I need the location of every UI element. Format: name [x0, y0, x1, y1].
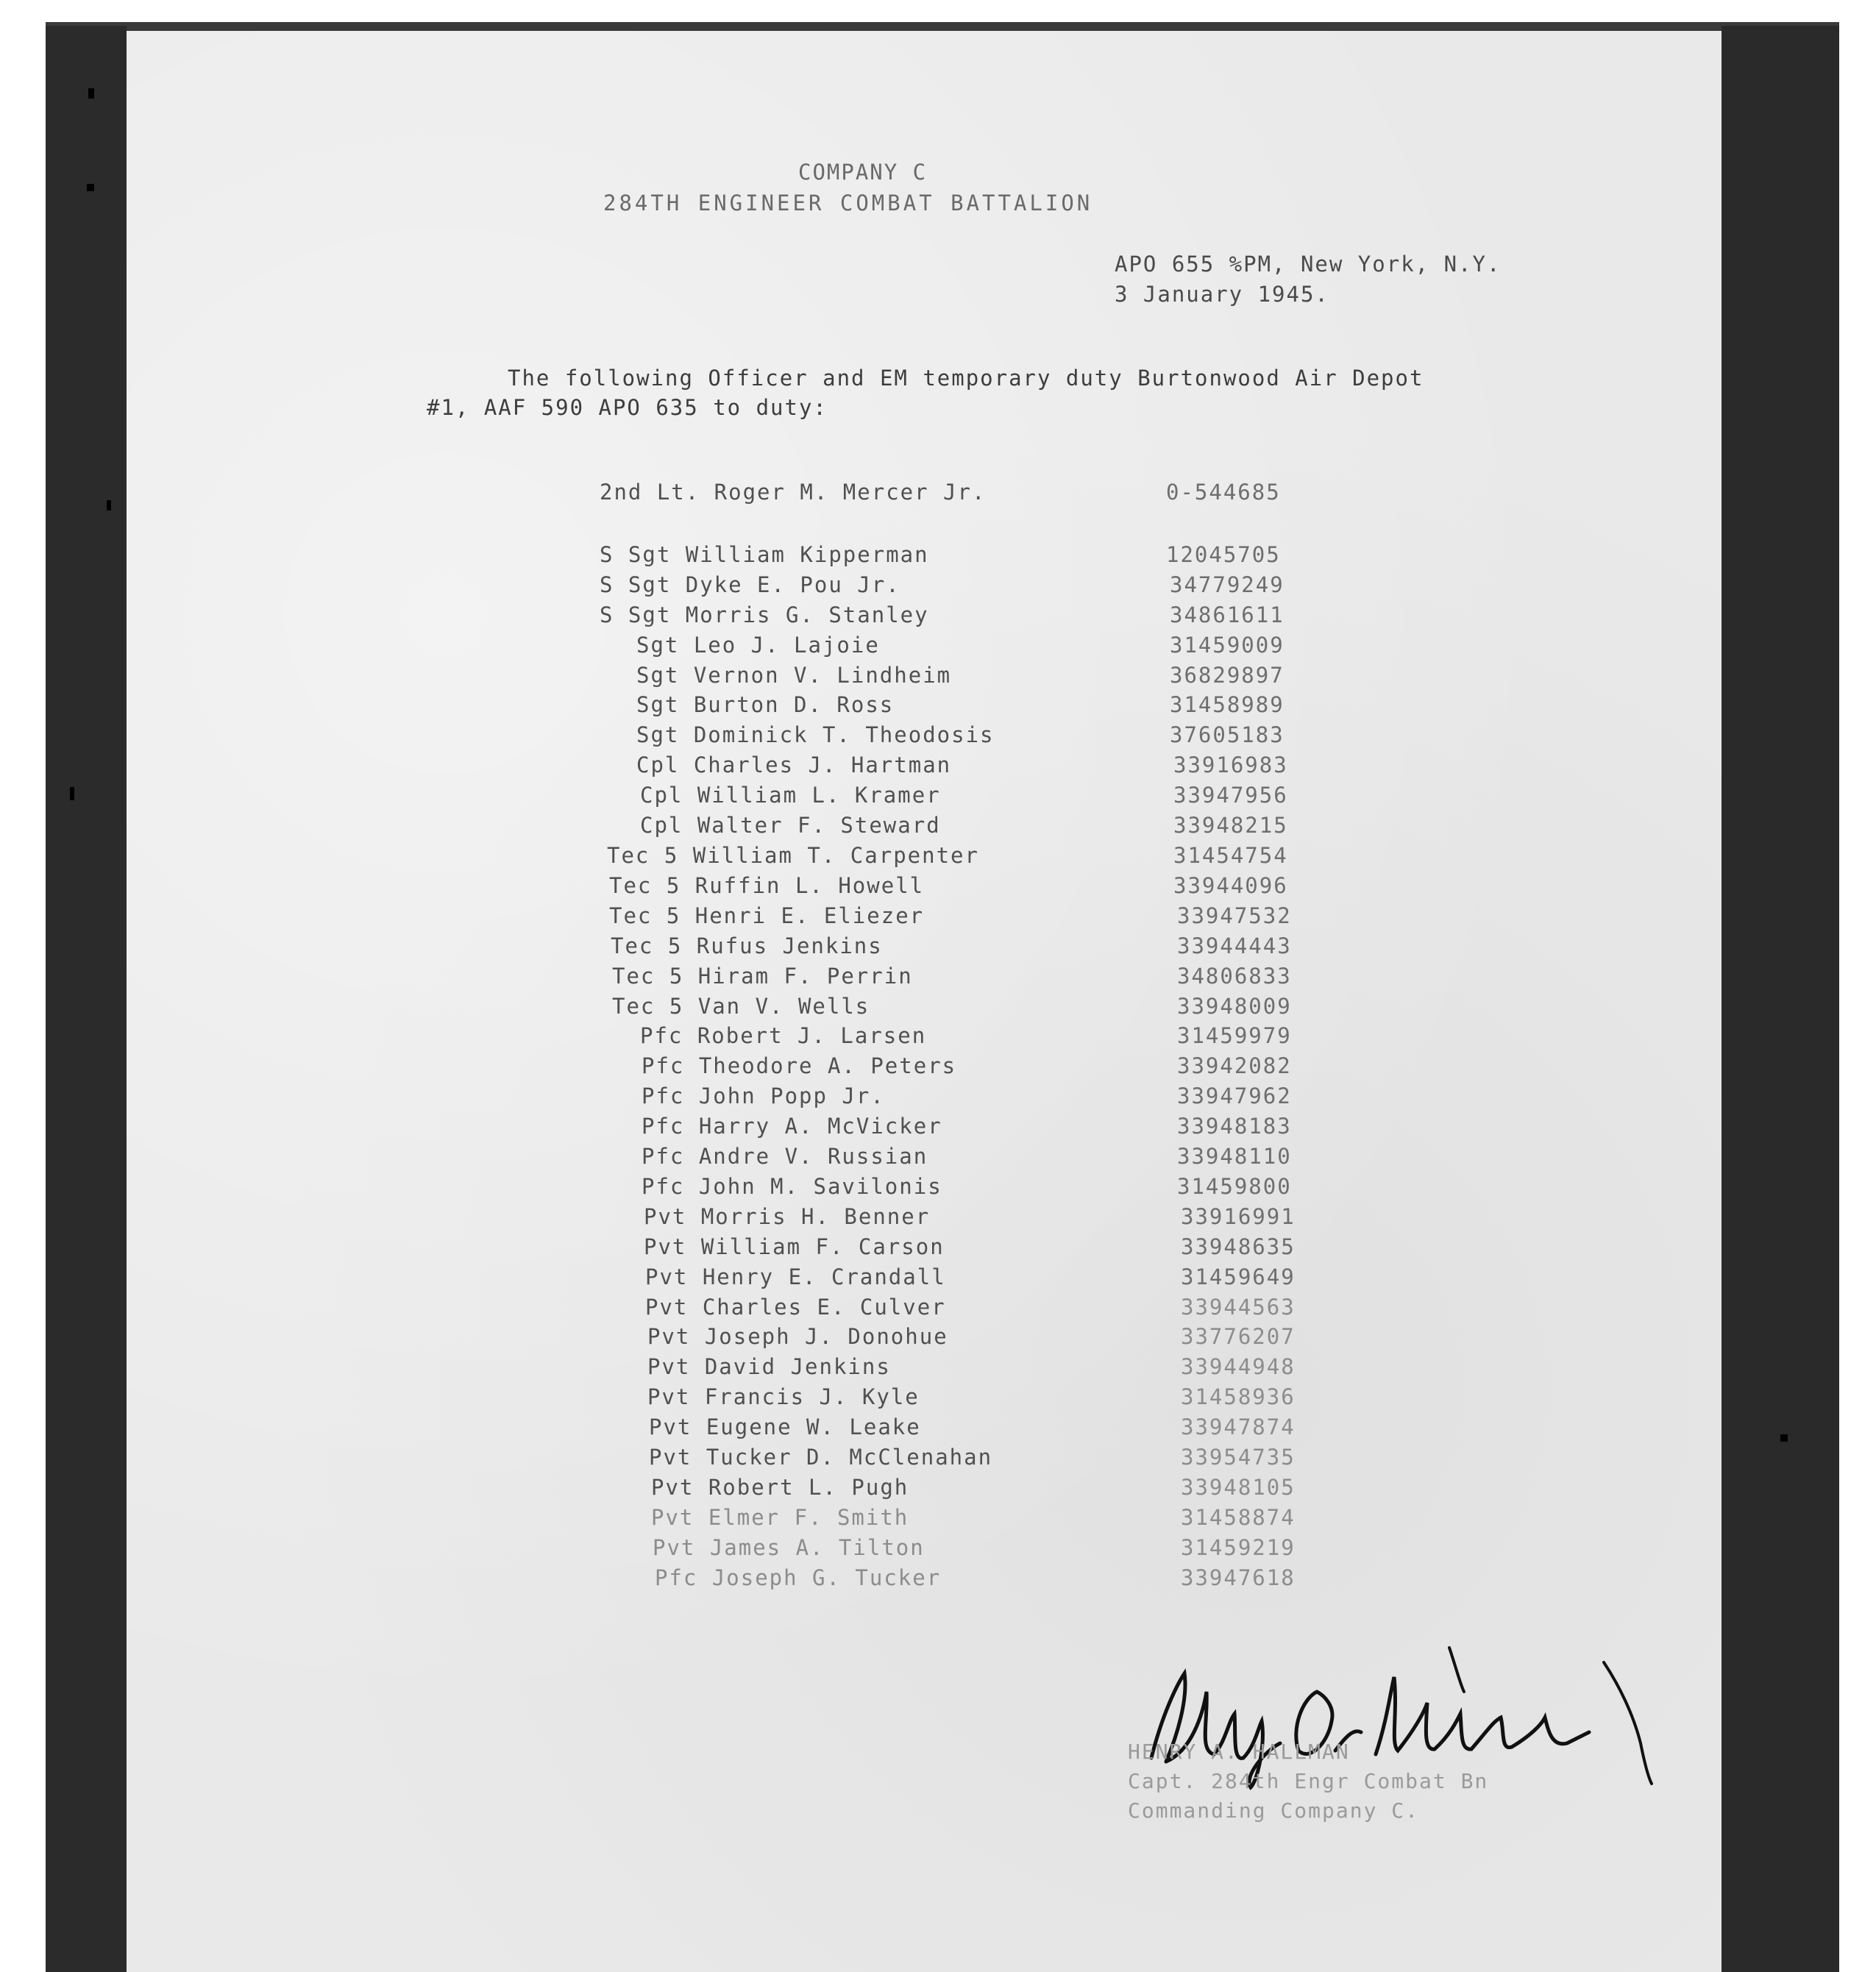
roster-name: Pvt David Jenkins [647, 1354, 891, 1379]
roster-serial-number: 31459979 [1177, 1023, 1292, 1048]
roster-serial-number: 33947962 [1177, 1083, 1292, 1108]
roster-serial-number: 31459800 [1177, 1174, 1292, 1199]
roster-serial-number: 33947874 [1181, 1414, 1296, 1439]
roster-serial-number: 33948105 [1181, 1475, 1296, 1500]
roster-name: Pfc Joseph G. Tucker [655, 1565, 942, 1590]
roster-serial-number: 33948215 [1173, 813, 1288, 838]
company-heading: COMPANY C [798, 160, 928, 185]
roster-serial-number: 33947618 [1181, 1565, 1296, 1590]
roster-serial-number: 33947956 [1173, 783, 1288, 808]
battalion-heading: 284TH ENGINEER COMBAT BATTALION [603, 191, 1093, 216]
roster-serial-number: 34806833 [1177, 964, 1292, 989]
roster-name: Pvt Charles E. Culver [645, 1295, 946, 1320]
roster-name: Sgt Dominick T. Theodosis [636, 722, 995, 747]
signatory-title: Capt. 284th Engr Combat Bn [1128, 1769, 1489, 1793]
roster-name: Cpl Charles J. Hartman [636, 752, 952, 777]
roster-name: S Sgt William Kipperman [600, 542, 929, 567]
roster-serial-number: 31458989 [1170, 692, 1285, 717]
roster-name: Tec 5 Ruffin L. Howell [609, 873, 925, 898]
roster-name: Tec 5 William T. Carpenter [607, 843, 979, 868]
roster-serial-number: 12045705 [1166, 542, 1281, 567]
roster-name: Pvt Elmer F. Smith [651, 1505, 909, 1530]
roster-serial-number: 31459649 [1181, 1264, 1296, 1289]
roster-serial-number: 33916983 [1173, 752, 1288, 777]
roster-name: 2nd Lt. Roger M. Mercer Jr. [600, 480, 987, 505]
roster-name: Pvt Tucker D. McClenahan [649, 1445, 993, 1470]
roster-name: Pvt James A. Tilton [653, 1535, 925, 1560]
roster-serial-number: 31459009 [1170, 633, 1285, 658]
roster-serial-number: 33942082 [1177, 1053, 1292, 1078]
roster-serial-number: 33948635 [1181, 1234, 1296, 1259]
roster-serial-number: 34861611 [1170, 602, 1285, 627]
roster-serial-number: 33944443 [1177, 933, 1292, 958]
roster-name: Cpl Walter F. Steward [640, 813, 941, 838]
scan-border-left [46, 26, 127, 1972]
roster-name: Pfc John Popp Jr. [642, 1083, 885, 1108]
roster-name: Pvt William F. Carson [644, 1234, 945, 1259]
roster-serial-number: 34779249 [1170, 572, 1285, 597]
roster-name: Tec 5 Hiram F. Perrin [612, 964, 913, 989]
roster-serial-number: 31458936 [1181, 1384, 1296, 1409]
roster-name: Pvt Joseph J. Donohue [647, 1324, 948, 1349]
roster-serial-number: 31459219 [1181, 1535, 1296, 1560]
roster-name: Pvt Henry E. Crandall [645, 1264, 946, 1289]
roster-name: Pfc Robert J. Larsen [640, 1023, 927, 1048]
document-date: 3 January 1945. [1115, 282, 1329, 307]
roster-name: S Sgt Morris G. Stanley [600, 602, 929, 627]
roster-serial-number: 33947532 [1177, 903, 1292, 928]
roster-name: Sgt Burton D. Ross [636, 692, 895, 717]
roster-serial-number: 33948009 [1177, 994, 1292, 1019]
roster-name: Pvt Francis J. Kyle [647, 1384, 920, 1409]
roster-name: Pfc Theodore A. Peters [642, 1053, 957, 1078]
handwritten-signature [1133, 1603, 1663, 1795]
roster-serial-number: 31454754 [1173, 843, 1288, 868]
signatory-name: HENRY A. HALLMAN [1128, 1740, 1350, 1764]
roster-name: Pvt Eugene W. Leake [649, 1414, 921, 1439]
scan-speck [1780, 1434, 1788, 1442]
roster-name: Sgt Vernon V. Lindheim [636, 663, 952, 688]
roster-serial-number: 33944948 [1181, 1354, 1296, 1379]
roster-serial-number: 36829897 [1170, 663, 1285, 688]
roster-name: Tec 5 Rufus Jenkins [611, 933, 883, 958]
order-text-line-1: The following Officer and EM temporary duty Burtonwood Air Depot [508, 366, 1424, 391]
roster-name: Tec 5 Henri E. Eliezer [609, 903, 925, 928]
apo-address: APO 655 %PM, New York, N.Y. [1115, 252, 1502, 277]
roster-serial-number: 33776207 [1181, 1324, 1296, 1349]
roster-name: Pfc Andre V. Russian [642, 1144, 928, 1169]
signatory-role: Commanding Company C. [1128, 1798, 1420, 1823]
roster-serial-number: 33948183 [1177, 1114, 1292, 1139]
roster-serial-number: 0-544685 [1166, 480, 1281, 505]
roster-serial-number: 31458874 [1181, 1505, 1296, 1530]
roster-serial-number: 33916991 [1181, 1204, 1296, 1229]
roster-name: Pfc Harry A. McVicker [642, 1114, 942, 1139]
roster-name: Cpl William L. Kramer [640, 783, 941, 808]
roster-name: Pfc John M. Savilonis [642, 1174, 942, 1199]
roster-serial-number: 33948110 [1177, 1144, 1292, 1169]
scan-speck [107, 500, 111, 510]
roster-serial-number: 33944563 [1181, 1295, 1296, 1320]
scan-speck [87, 184, 94, 191]
roster-name: Pvt Morris H. Benner [644, 1204, 931, 1229]
scan-speck [88, 88, 94, 99]
roster-serial-number: 33954735 [1181, 1445, 1296, 1470]
roster-name: Sgt Leo J. Lajoie [636, 633, 880, 658]
scan-border-right [1722, 26, 1839, 1972]
roster-name: Pvt Robert L. Pugh [651, 1475, 909, 1500]
roster-serial-number: 33944096 [1173, 873, 1288, 898]
roster-name: Tec 5 Van V. Wells [612, 994, 870, 1019]
scan-speck [70, 787, 74, 800]
roster-name: S Sgt Dyke E. Pou Jr. [600, 572, 900, 597]
roster-serial-number: 37605183 [1170, 722, 1285, 747]
order-text-line-2: #1, AAF 590 APO 635 to duty: [427, 395, 828, 420]
